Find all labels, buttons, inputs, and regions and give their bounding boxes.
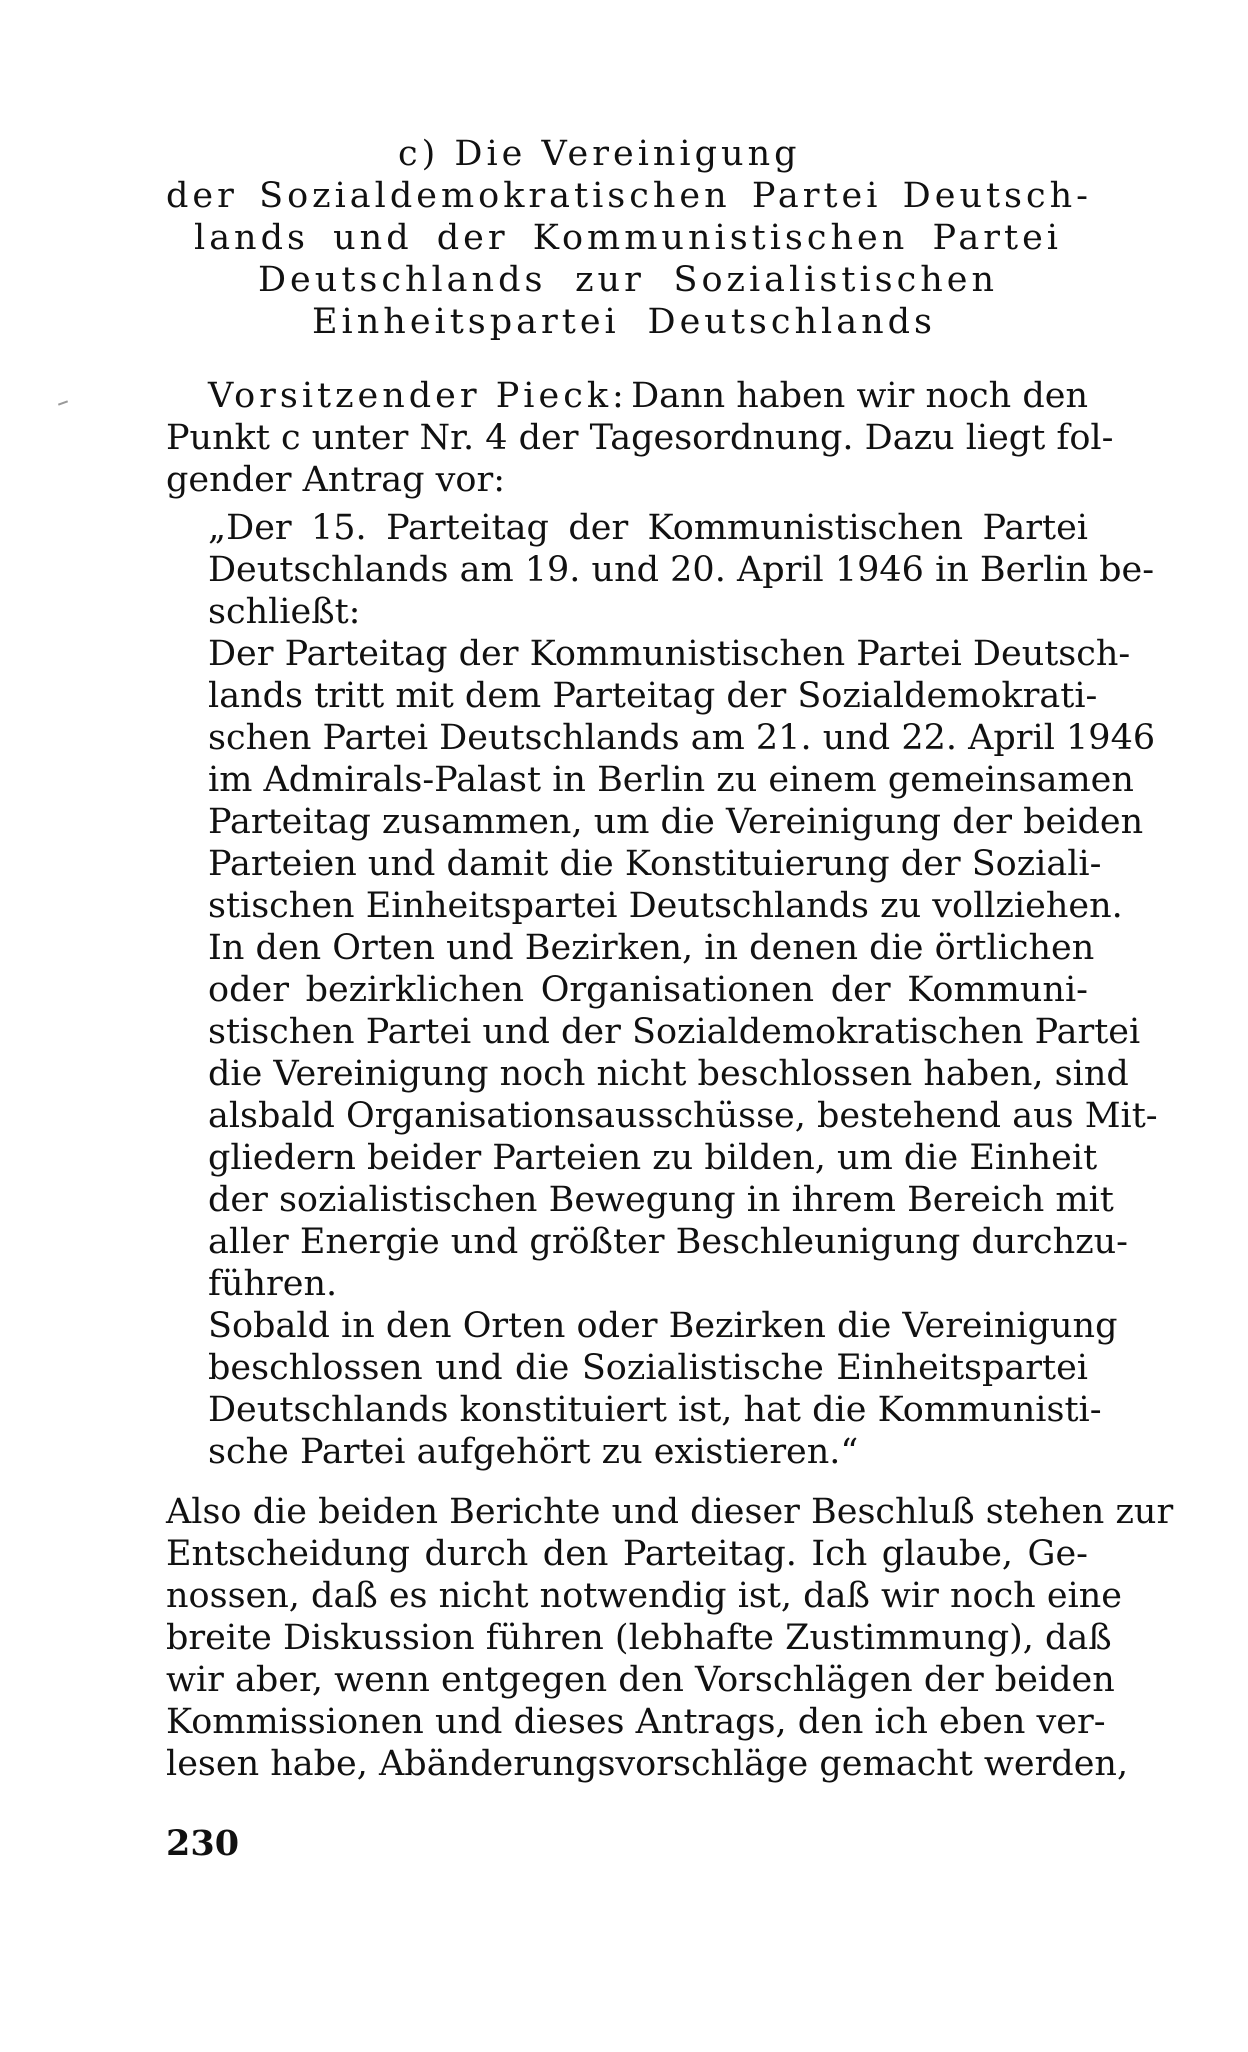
section-heading-line-4: Deutschlands zur Sozialistischen [258,260,998,300]
motion-line: beschlossen und die Sozialistische Einheitspartei [208,1348,1088,1388]
motion-line: Parteitag zusammen, um die Vereinigung der beiden [208,802,1144,842]
motion-line: aller Energie und größter Beschleunigung durchzu- [208,1222,1128,1262]
motion-line: Deutschlands am 19. und 20. April 1946 in Berlin be- [208,550,1155,590]
motion-line: die Vereinigung noch nicht beschlossen haben, sind [208,1054,1129,1094]
closing-line: breite Diskussion führen (lebhafte Zustimmung), daß [166,1618,1112,1658]
motion-line: stischen Einheitspartei Deutschlands zu vollziehen. [208,886,1123,926]
closing-line: Kommissionen und dieses Antrags, den ich eben ver- [166,1702,1106,1742]
motion-line: schließt: [208,592,361,632]
closing-line: wir aber, wenn entgegen den Vorschlägen der beiden [166,1660,1115,1700]
motion-line: Der Parteitag der Kommunistischen Partei Deutsch- [208,634,1131,674]
intro-line-1 [208,374,1088,418]
motion-line: oder bezirklichen Organisationen der Kommuni- [208,970,1088,1010]
closing-line: nossen, daß es nicht notwendig ist, daß wir noch eine [166,1576,1123,1616]
section-heading-line-2: der Sozialdemokratischen Partei Deutsch- [166,176,1092,216]
motion-line: sche Partei aufgehört zu existieren.“ [208,1432,859,1472]
speaker-name: Vorsitzender Pieck: [208,376,628,416]
intro-line-1-text: Dann haben wir noch den [631,376,1088,416]
closing-line: Entscheidung durch den Parteitag. Ich glaube, Ge- [166,1534,1088,1574]
intro-line-3: gender Antrag vor: [166,460,506,500]
motion-line: der sozialistischen Bewegung in ihrem Bereich mit [208,1180,1114,1220]
closing-line: lesen habe, Abänderungsvorschläge gemacht werden, [166,1744,1129,1784]
motion-line: schen Partei Deutschlands am 21. und 22. April 1946 [208,718,1156,758]
motion-line: alsbald Organisationsausschüsse, bestehend aus Mit- [208,1096,1158,1136]
section-heading-line-5: Einheitspartei Deutschlands [312,302,936,342]
intro-line-2: Punkt c unter Nr. 4 der Tagesordnung. Dazu liegt fol- [166,418,1114,458]
motion-line: Deutschlands konstituiert ist, hat die Kommunisti- [208,1390,1102,1430]
motion-line: im Admirals-Palast in Berlin zu einem gemeinsamen [208,760,1134,800]
motion-line: In den Orten und Bezirken, in denen die örtlichen [208,928,1095,968]
section-heading-line-1: c) Die Vereinigung [398,134,801,174]
motion-line: lands tritt mit dem Parteitag der Sozialdemokrati- [208,676,1098,716]
closing-line: Also die beiden Berichte und dieser Beschluß stehen zur [166,1492,1174,1532]
motion-line: gliedern beider Parteien zu bilden, um die Einheit [208,1138,1098,1178]
motion-line: Sobald in den Orten oder Bezirken die Vereinigung [208,1306,1118,1346]
motion-line: führen. [208,1264,338,1304]
section-heading-line-3: lands und der Kommunistischen Partei [194,218,1062,258]
scan-mark [58,400,68,405]
motion-line: stischen Partei und der Sozialdemokratischen Partei [208,1012,1141,1052]
page-number: 230 [166,1823,240,1864]
motion-line: „Der 15. Parteitag der Kommunistischen Partei [208,508,1088,548]
motion-line: Parteien und damit die Konstituierung der Soziali- [208,844,1102,884]
